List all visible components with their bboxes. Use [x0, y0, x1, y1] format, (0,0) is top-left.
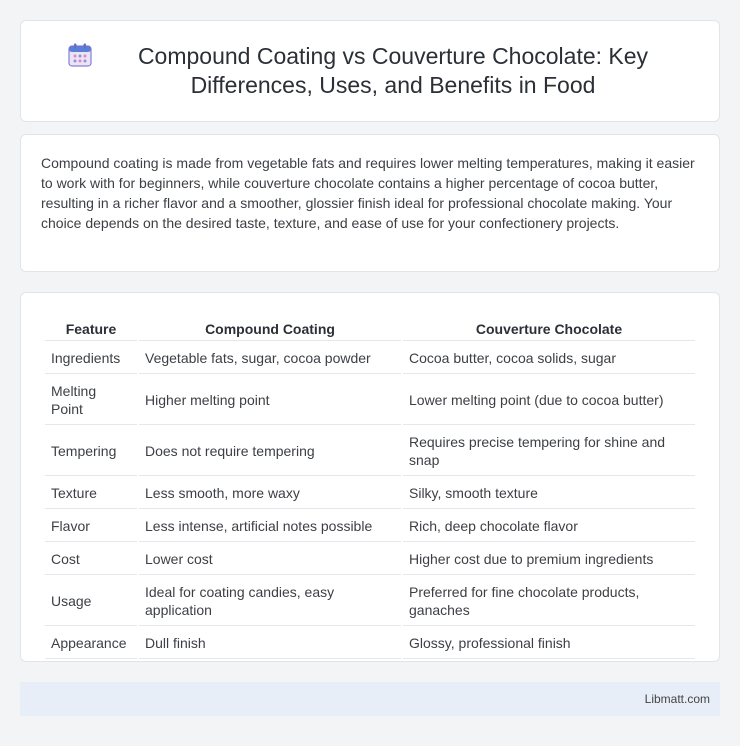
page-title: Compound Coating vs Couverture Chocolate: Key Differences, Uses, and Benefits in Food: [137, 43, 649, 98]
cell-compound: Dull finish: [139, 628, 401, 659]
table-row: [45, 478, 695, 509]
cell-feature: Melting Point: [45, 376, 137, 425]
cell-feature: Ingredients: [45, 343, 137, 374]
cell-compound: Less smooth, more waxy: [139, 478, 401, 509]
calendar-icon: [67, 42, 93, 68]
cell-couverture: Glossy, professional finish: [403, 628, 695, 659]
cell-feature: Cost: [45, 544, 137, 575]
title-wrap: [67, 42, 673, 100]
cell-couverture: Cocoa butter, cocoa solids, sugar: [403, 343, 695, 374]
cell-compound: Less intense, artificial notes possible: [139, 511, 401, 542]
intro-card: [20, 134, 720, 272]
cell-compound: Ideal for coating candies, easy application: [139, 577, 401, 626]
cell-couverture: Silky, smooth texture: [403, 478, 695, 509]
comparison-table: [43, 315, 697, 661]
table-row: [45, 343, 695, 374]
cell-feature: Usage: [45, 577, 137, 626]
header-feature: Feature: [45, 317, 137, 341]
cell-feature: Texture: [45, 478, 137, 509]
cell-couverture: Rich, deep chocolate flavor: [403, 511, 695, 542]
header-compound-coating: Compound Coating: [139, 317, 401, 341]
cell-feature: Appearance: [45, 628, 137, 659]
footer-site-link[interactable]: Libmatt.com: [644, 692, 710, 706]
table-row: [45, 511, 695, 542]
cell-couverture: Requires precise tempering for shine and snap: [403, 427, 695, 476]
cell-couverture: Higher cost due to premium ingredients: [403, 544, 695, 575]
cell-feature: Flavor: [45, 511, 137, 542]
cell-compound: Vegetable fats, sugar, cocoa powder: [139, 343, 401, 374]
header-couverture-chocolate: Couverture Chocolate: [403, 317, 695, 341]
cell-couverture: Lower melting point (due to cocoa butter): [403, 376, 695, 425]
cell-compound: Higher melting point: [139, 376, 401, 425]
table-card: [20, 292, 720, 662]
cell-compound: Does not require tempering: [139, 427, 401, 476]
table-row: [45, 427, 695, 476]
intro-paragraph: Compound coating is made from vegetable fats and requires lower melting temperatures, making it easier to work with for beginners, while couverture chocolate contains a higher percentage of cocoa butter, resulting in a richer flavor and a smoother, glossier finish ideal for professional chocolate making. Your choice depends on the desired taste, texture, and ease of use for your confectionery projects.: [41, 155, 695, 231]
cell-compound: Lower cost: [139, 544, 401, 575]
table-row: [45, 628, 695, 659]
cell-feature: Tempering: [45, 427, 137, 476]
cell-couverture: Preferred for fine chocolate products, ganaches: [403, 577, 695, 626]
table-row: [45, 376, 695, 425]
title-card: [20, 20, 720, 122]
footer: [20, 682, 720, 716]
table-row: [45, 577, 695, 626]
table-row: [45, 544, 695, 575]
table-header-row: [45, 317, 695, 341]
